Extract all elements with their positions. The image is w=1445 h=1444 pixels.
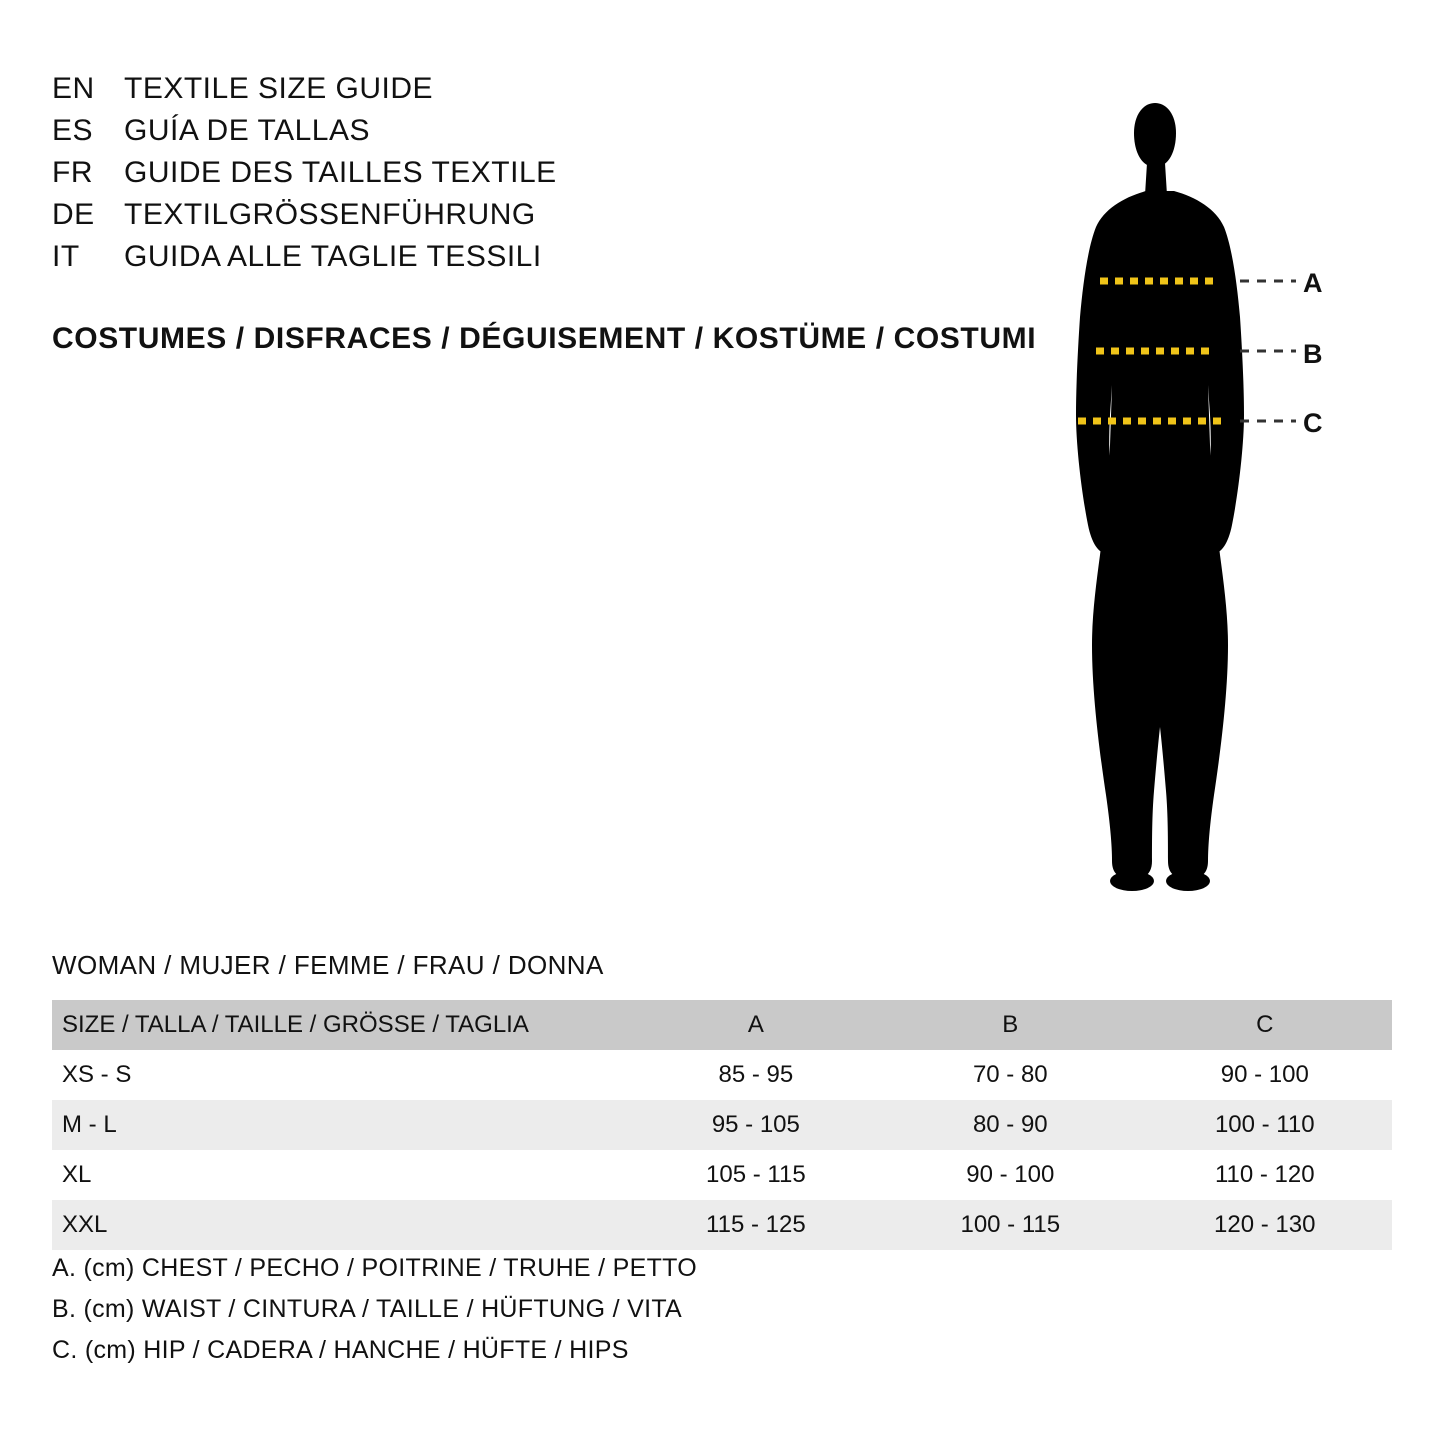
cell-size: M - L <box>52 1100 629 1150</box>
column-header-a: A <box>629 1000 883 1050</box>
table-title: WOMAN / MUJER / FEMME / FRAU / DONNA <box>52 950 604 980</box>
measure-label-a: A <box>1303 268 1323 298</box>
cell-c: 100 - 110 <box>1138 1100 1392 1150</box>
category-heading: COSTUMES / DISFRACES / DÉGUISEMENT / KOSTÜME / COSTUMI <box>52 322 1037 355</box>
cell-b: 90 - 100 <box>883 1150 1137 1200</box>
cell-a: 115 - 125 <box>629 1200 883 1250</box>
column-header-c: C <box>1138 1000 1392 1050</box>
table-header-row <box>52 1000 1392 1050</box>
legend-item-b: B. (cm) WAIST / CINTURA / TAILLE / HÜFTUNG / VITA <box>52 1295 683 1323</box>
column-header-size: SIZE / TALLA / TAILLE / GRÖSSE / TAGLIA <box>52 1000 629 1050</box>
size-table <box>52 1000 1392 1250</box>
column-header-b: B <box>883 1000 1137 1050</box>
cell-size: XL <box>52 1150 629 1200</box>
legend-item-a: A. (cm) CHEST / PECHO / POITRINE / TRUHE / PETTO <box>52 1254 698 1282</box>
language-text-de: TEXTILGRÖSSENFÜHRUNG <box>124 198 536 231</box>
female-silhouette-figure <box>1000 55 1400 895</box>
language-code-fr: FR <box>52 156 93 189</box>
silhouette-icon <box>1000 55 1400 895</box>
language-text-en: TEXTILE SIZE GUIDE <box>124 72 434 105</box>
cell-size: XS - S <box>52 1050 629 1100</box>
legend-item-c: C. (cm) HIP / CADERA / HANCHE / HÜFTE / HIPS <box>52 1336 629 1364</box>
language-row-es <box>52 110 1012 152</box>
cell-b: 70 - 80 <box>883 1050 1137 1100</box>
language-text-fr: GUIDE DES TAILLES TEXTILE <box>124 156 557 189</box>
language-text-es: GUÍA DE TALLAS <box>124 114 370 147</box>
language-row-de <box>52 194 1012 236</box>
table-row <box>52 1150 1392 1200</box>
table-row <box>52 1200 1392 1250</box>
measure-label-c: C <box>1303 408 1323 438</box>
cell-b: 100 - 115 <box>883 1200 1137 1250</box>
language-row-en <box>52 68 1012 110</box>
measure-label-b: B <box>1303 339 1323 369</box>
table-row <box>52 1050 1392 1100</box>
language-text-it: GUIDA ALLE TAGLIE TESSILI <box>124 240 542 273</box>
language-code-de: DE <box>52 198 95 231</box>
language-row-it <box>52 236 1012 278</box>
table-row <box>52 1100 1392 1150</box>
cell-c: 120 - 130 <box>1138 1200 1392 1250</box>
measurement-legend <box>52 1248 697 1371</box>
cell-b: 80 - 90 <box>883 1100 1137 1150</box>
language-code-es: ES <box>52 114 94 147</box>
cell-a: 85 - 95 <box>629 1050 883 1100</box>
cell-c: 90 - 100 <box>1138 1050 1392 1100</box>
language-list <box>52 68 1012 278</box>
language-code-en: EN <box>52 72 95 105</box>
cell-a: 105 - 115 <box>629 1150 883 1200</box>
language-code-it: IT <box>52 240 80 273</box>
cell-c: 110 - 120 <box>1138 1150 1392 1200</box>
cell-size: XXL <box>52 1200 629 1250</box>
language-row-fr <box>52 152 1012 194</box>
cell-a: 95 - 105 <box>629 1100 883 1150</box>
